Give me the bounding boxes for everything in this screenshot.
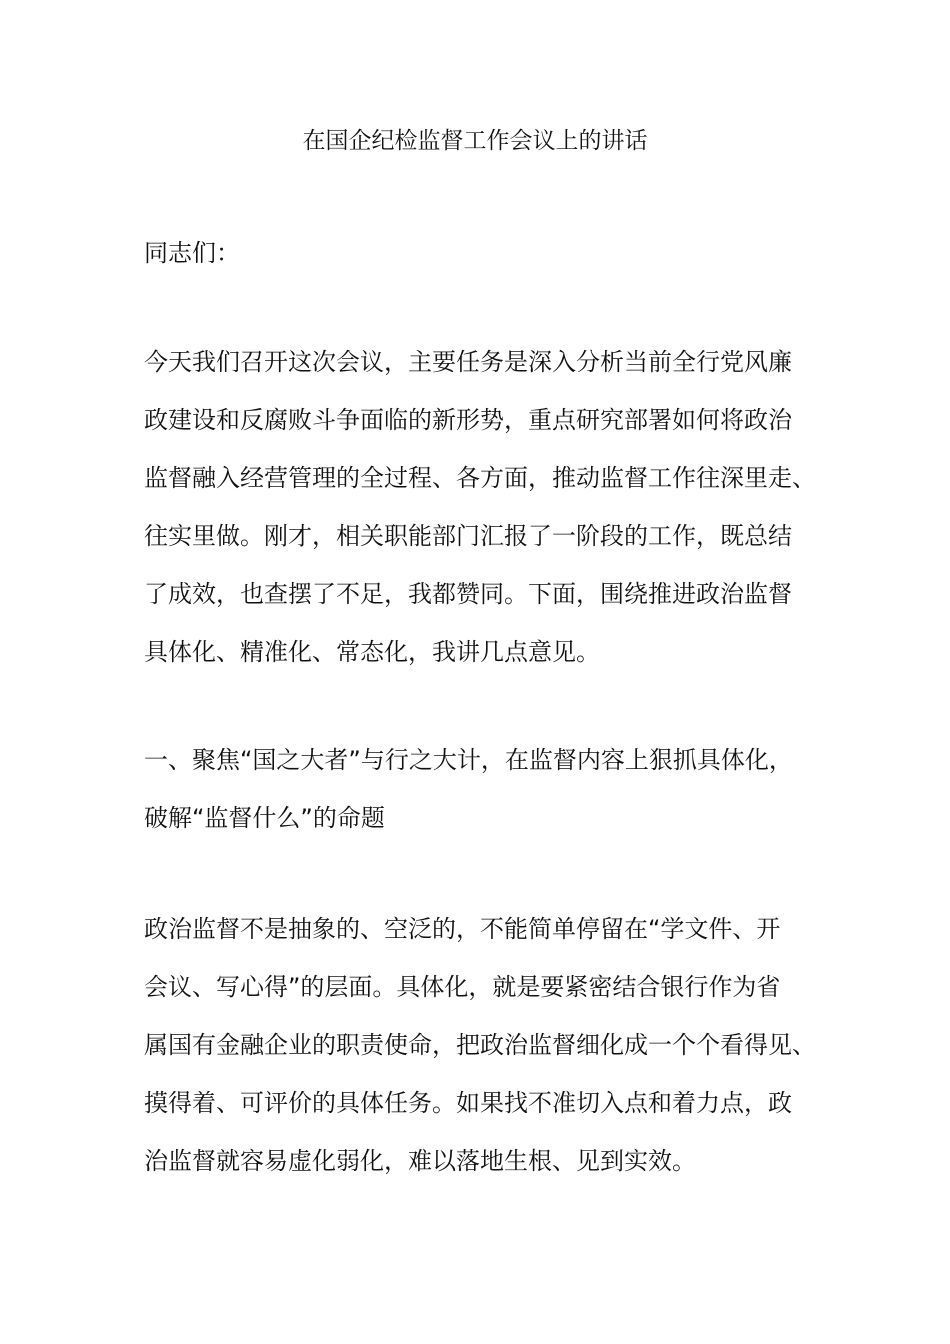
paragraph-line: 会议、写心得”的层面。具体化，就是要紧密结合银行作为省 bbox=[144, 973, 781, 1001]
paragraph-line: 监督融入经营管理的全过程、各方面，推动监督工作往深里走、 bbox=[144, 464, 816, 492]
paragraph-line: 往实里做。刚才，相关职能部门汇报了一阶段的工作，既总结 bbox=[144, 522, 792, 550]
paragraph-line: 属国有金融企业的职责使命，把政治监督细化成一个个看得见、 bbox=[144, 1031, 816, 1059]
paragraph-line: 摸得着、可评价的具体任务。如果找不准切入点和着力点，政 bbox=[144, 1089, 792, 1117]
paragraph-line: 今天我们召开这次会议，主要任务是深入分析当前全行党风廉 bbox=[144, 348, 792, 376]
paragraph-line: 了成效，也查摆了不足，我都赞同。下面，围绕推进政治监督 bbox=[144, 580, 792, 608]
paragraph-line: 政建设和反腐败斗争面临的新形势，重点研究部署如何将政治 bbox=[144, 406, 792, 434]
heading-line: 一、聚焦“国之大者”与行之大计，在监督内容上狠抓具体化， bbox=[144, 746, 793, 774]
salutation: 同志们： bbox=[144, 239, 240, 267]
paragraph-line: 具体化、精准化、常态化，我讲几点意见。 bbox=[144, 638, 600, 666]
paragraph-line: 政治监督不是抽象的、空泛的，不能简单停留在“学文件、开 bbox=[144, 915, 781, 943]
document-title: 在国企纪检监督工作会议上的讲话 bbox=[302, 128, 648, 154]
paragraph-line: 治监督就容易虚化弱化，难以落地生根、见到实效。 bbox=[144, 1147, 696, 1175]
heading-line: 破解“监督什么”的命题 bbox=[144, 804, 385, 832]
